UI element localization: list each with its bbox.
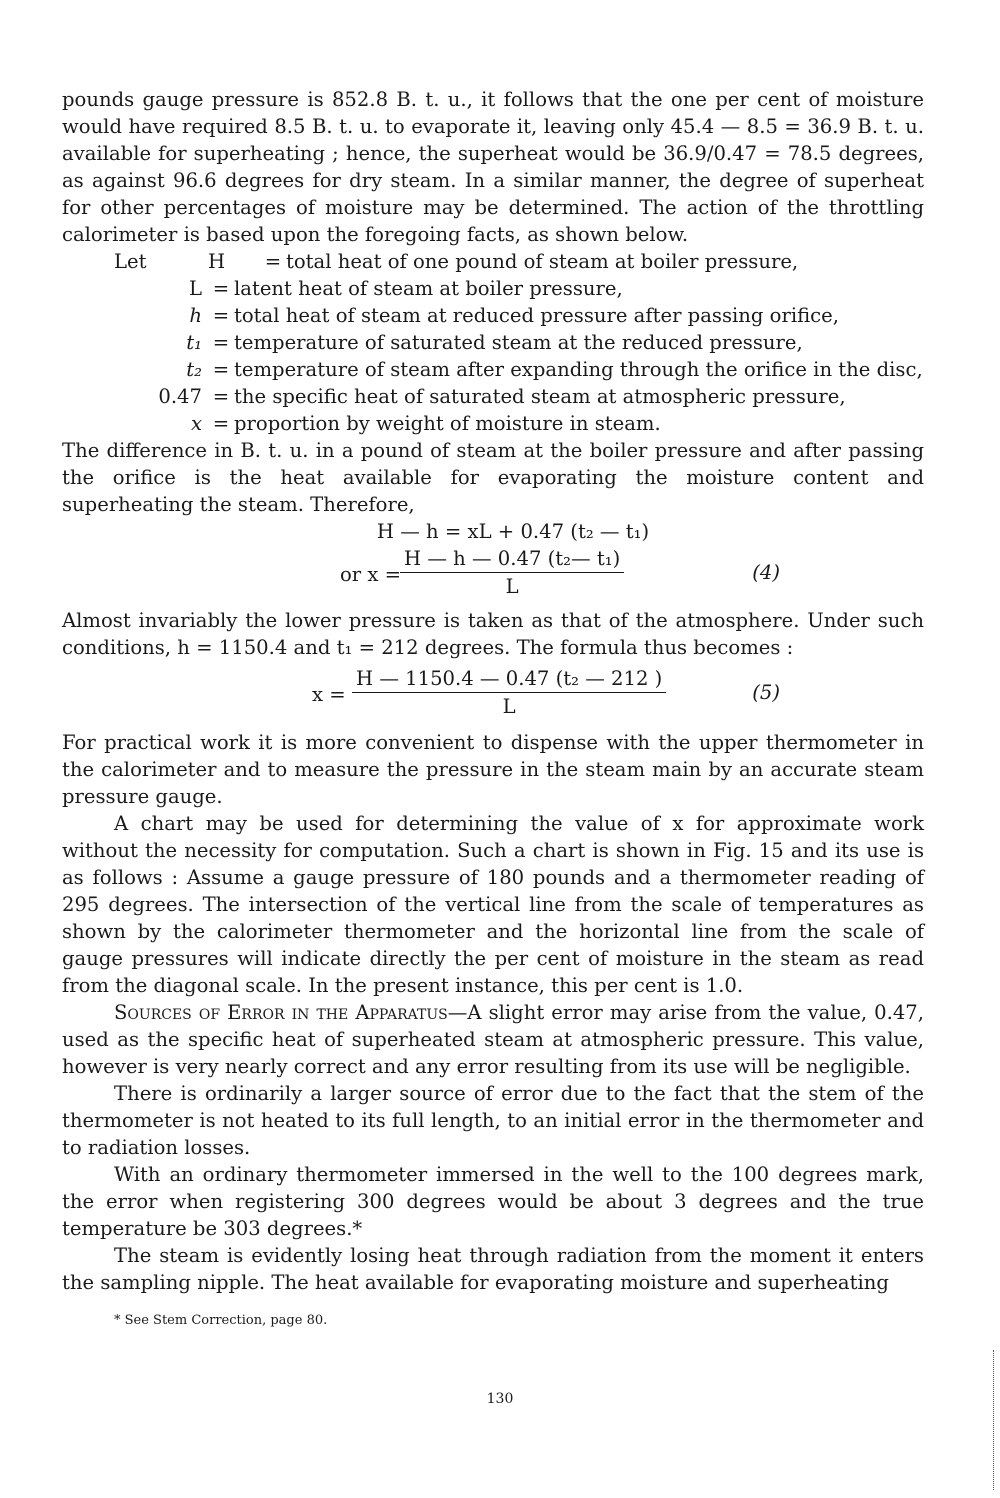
definition-text: total heat of steam at reduced pressure after passing orifice, bbox=[234, 304, 839, 327]
paragraph-ordinary-thermometer: With an ordinary thermometer immersed in the well to the 100 degrees mark, the error when registering 300 degrees would be about 3 degrees and the true temperature be 303 degrees.* bbox=[62, 1163, 924, 1240]
definition-text: temperature of steam after expanding through the orifice in the disc, bbox=[234, 358, 923, 381]
page-number: 130 bbox=[486, 1391, 514, 1407]
equation-4-denominator: L bbox=[400, 572, 624, 600]
definition-text: latent heat of steam at boiler pressure, bbox=[234, 277, 623, 300]
definition-text: total heat of one pound of steam at boiler pressure, bbox=[286, 250, 799, 273]
paragraph-practical: For practical work it is more convenient to dispense with the upper thermometer in the calorimeter and to measure the pressure in the steam main by an accurate steam pressure gauge. bbox=[62, 731, 924, 808]
paragraph-atmosphere: Almost invariably the lower pressure is taken as that of the atmosphere. Under such conditions, h = 1150.4 and t₁ = 212 degrees. The formula thus becomes : bbox=[62, 609, 924, 659]
equation-4-number: (4) bbox=[752, 561, 780, 584]
equation-4 bbox=[62, 545, 924, 599]
equals-sign: = bbox=[212, 304, 230, 327]
paragraph-superheat: pounds gauge pressure is 852.8 B. t. u., it follows that the one per cent of moisture would have required 8.5 B. t. u. to evaporate it, leaving only 45.4 — 8.5 = 36.9 B. t. u. available for superheating ; hence, the superheat would be 36.9/0.47 = 78.5 degrees, as against 96.6 degrees for dry steam. In a similar manner, the degree of superheat for other percentages of moisture may be determined. The action of the throttling calorimeter is based upon the foregoing facts, as shown below. bbox=[62, 88, 924, 246]
equals-sign: = bbox=[212, 331, 230, 354]
section-heading: Sources of Error in the Apparatus bbox=[114, 1001, 448, 1024]
equals-sign: = bbox=[212, 385, 230, 408]
equation-4-fraction bbox=[400, 545, 624, 600]
paragraph-sources-text: —A slight error may arise from the value, 0.47, used as the specific heat of superheated steam at atmospheric pressure. This value, however is very nearly correct and any error resulting from its use will be negligible. bbox=[62, 1001, 924, 1078]
definition-item bbox=[62, 329, 924, 356]
equals-sign: = bbox=[264, 250, 282, 273]
definition-list bbox=[62, 248, 924, 437]
paragraph-radiation: The steam is evidently losing heat through radiation from the moment it enters the sampling nipple. The heat available for evaporating moisture and superheating bbox=[62, 1244, 924, 1294]
definition-symbol: 0.47 bbox=[158, 385, 202, 408]
equation-5-numerator: H — 1150.4 — 0.47 (t₂ — 212 ) bbox=[356, 667, 663, 690]
definition-text: temperature of saturated steam at the reduced pressure, bbox=[234, 331, 803, 354]
paragraph-sources bbox=[62, 999, 924, 1080]
equation-5-denominator: L bbox=[352, 692, 666, 720]
equation-4-prefix: or x = bbox=[340, 563, 402, 586]
equation-5-number: (5) bbox=[752, 681, 780, 704]
definition-item bbox=[62, 410, 924, 437]
definition-text: the specific heat of saturated steam at atmospheric pressure, bbox=[234, 385, 846, 408]
definition-item bbox=[62, 302, 924, 329]
equation-5-fraction bbox=[352, 665, 666, 720]
definition-item bbox=[62, 275, 924, 302]
margin-rule bbox=[992, 1350, 994, 1490]
footnote: * See Stem Correction, page 80. bbox=[114, 1313, 328, 1328]
definition-symbol: t₂ bbox=[186, 358, 202, 381]
paragraph-difference: The difference in B. t. u. in a pound of steam at the boiler pressure and after passing the orifice is the heat available for evaporating the moisture content and superheating the steam. Therefore, bbox=[62, 439, 924, 516]
definition-lead: Let bbox=[114, 250, 147, 273]
paragraph-larger-error: There is ordinarily a larger source of error due to the fact that the stem of the thermometer is not heated to its full length, to an initial error in the thermometer and to radiation losses. bbox=[62, 1082, 924, 1159]
definition-item bbox=[62, 383, 924, 410]
equation-1: H — h = xL + 0.47 (t₂ — t₁) bbox=[376, 520, 650, 543]
definition-item bbox=[62, 356, 924, 383]
equation-4-numerator: H — h — 0.47 (t₂— t₁) bbox=[404, 547, 621, 570]
definition-symbol: x bbox=[190, 412, 202, 435]
equation-5-prefix: x = bbox=[312, 683, 346, 706]
definition-symbol: H bbox=[208, 250, 226, 273]
definition-item bbox=[62, 248, 924, 275]
equals-sign: = bbox=[212, 277, 230, 300]
equals-sign: = bbox=[212, 412, 230, 435]
equation-5 bbox=[62, 665, 924, 719]
definition-text: proportion by weight of moisture in steam. bbox=[234, 412, 661, 435]
definition-symbol: h bbox=[189, 304, 202, 327]
page-body bbox=[62, 86, 924, 1330]
paragraph-chart: A chart may be used for determining the value of x for approximate work without the necessity for computation. Such a chart is shown in Fig. 15 and its use is as follows : Assume a gauge pressure of 180 pounds and a thermometer reading of 295 degrees. The intersection of the vertical line from the scale of temperatures as shown by the calorimeter thermometer and the horizontal line from the scale of gauge pressures will indicate directly the per cent of moisture in the steam as read from the diagonal scale. In the present instance, this per cent is 1.0. bbox=[62, 812, 924, 997]
definition-symbol: L bbox=[188, 277, 202, 300]
definition-symbol: t₁ bbox=[186, 331, 202, 354]
equals-sign: = bbox=[212, 358, 230, 381]
